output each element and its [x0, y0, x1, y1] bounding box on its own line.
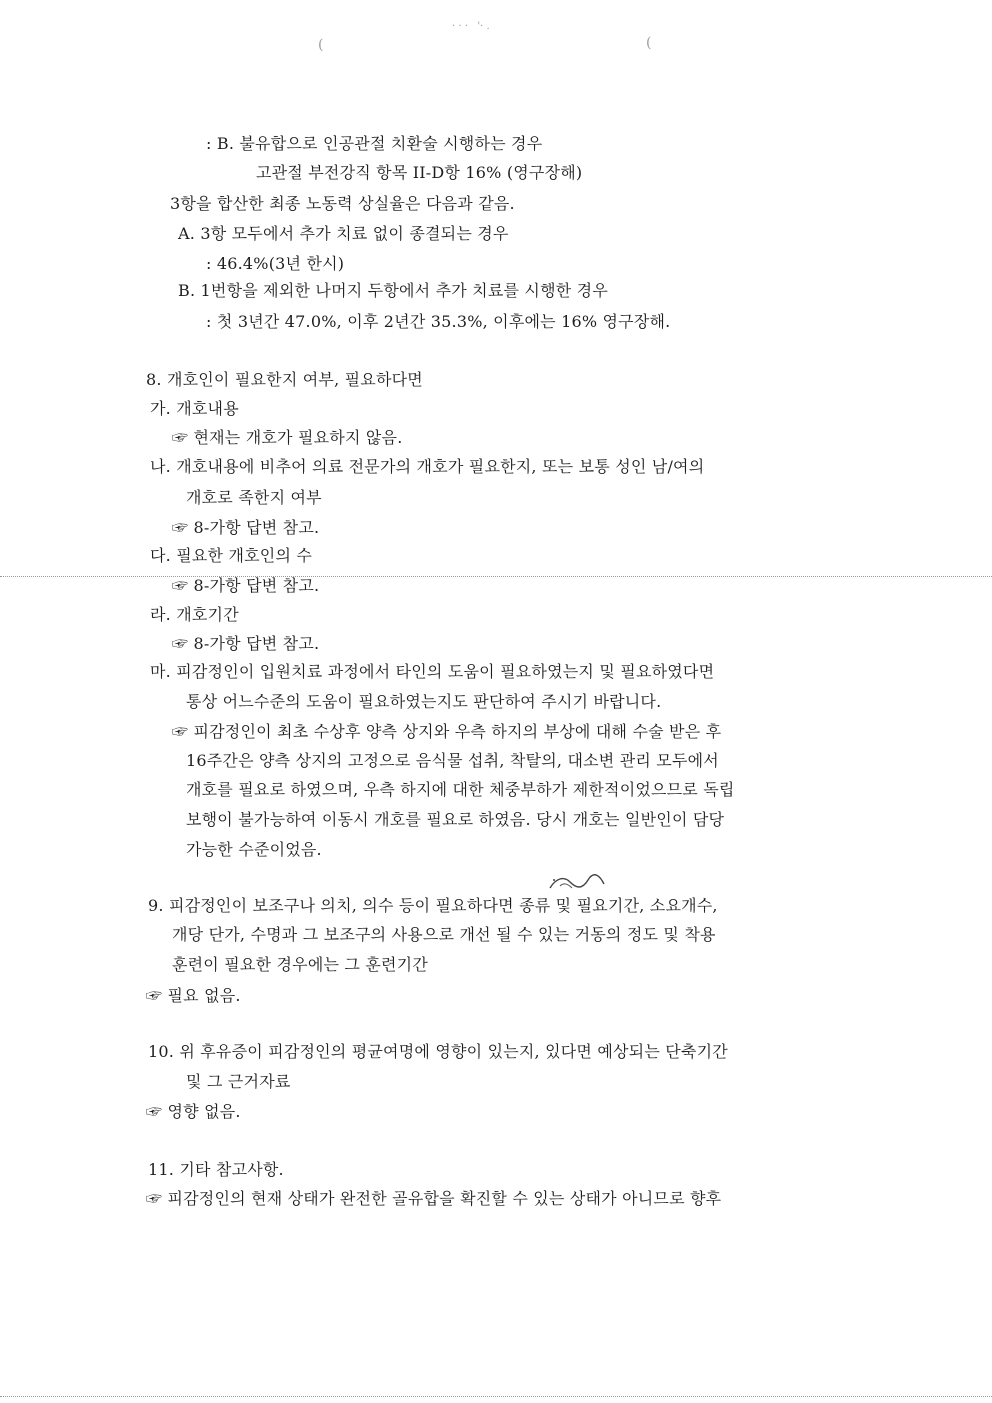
text-line: 마. 피감정인이 입원치료 과정에서 타인의 도움이 필요하였는지 및 필요하였다면: [150, 662, 715, 681]
text-line: 다. 필요한 개호인의 수: [150, 546, 313, 565]
text-line: 가능한 수준이었음.: [186, 840, 322, 859]
scan-artifact: (: [646, 35, 652, 51]
text-line: 보행이 불가능하여 이동시 개호를 필요로 하였음. 당시 개호는 일반인이 담당: [186, 810, 725, 829]
scan-artifact: (: [318, 37, 324, 53]
text-line: ☞ 8-가항 답변 참고.: [172, 634, 320, 653]
fold-line: [0, 576, 992, 577]
bottom-edge-line: [0, 1396, 992, 1397]
text-line: ☞ 8-가항 답변 참고.: [172, 576, 320, 595]
text-line: 및 그 근거자료: [186, 1072, 291, 1091]
text-line: ☞ 필요 없음.: [146, 986, 241, 1005]
text-line: A. 3항 모두에서 추가 치료 없이 종결되는 경우: [178, 224, 509, 243]
text-line: ☞ 피감정인의 현재 상태가 완전한 골유합을 확진할 수 있는 상태가 아니므로 향후: [146, 1189, 722, 1208]
scan-artifact: · · · '· .: [452, 21, 490, 32]
text-line: 훈련이 필요한 경우에는 그 훈련기간: [172, 955, 428, 974]
text-line: 나. 개호내용에 비추어 의료 전문가의 개호가 필요한지, 또는 보통 성인 남/여의: [150, 457, 705, 476]
text-line: : 46.4%(3년 한시): [206, 254, 345, 273]
handwritten-mark: [546, 872, 606, 894]
text-line: 통상 어느수준의 도움이 필요하였는지도 판단하여 주시기 바랍니다.: [186, 692, 662, 711]
text-line: 라. 개호기간: [150, 605, 239, 624]
text-line: ☞ 현재는 개호가 필요하지 않음.: [172, 428, 403, 447]
text-line: 가. 개호내용: [150, 399, 239, 418]
text-line: ☞ 8-가항 답변 참고.: [172, 518, 320, 537]
text-line: 16주간은 양측 상지의 고정으로 음식물 섭취, 착탈의, 대소변 관리 모두에서: [186, 751, 719, 770]
text-line: : B. 불유합으로 인공관절 치환술 시행하는 경우: [206, 134, 543, 153]
text-line: 3항을 합산한 최종 노동력 상실율은 다음과 같음.: [170, 194, 515, 213]
section-heading-10: 10. 위 후유증이 피감정인의 평균여명에 영향이 있는지, 있다면 예상되는 단축기간: [148, 1042, 728, 1061]
text-line: 고관절 부전강직 항목 II-D항 16% (영구장해): [256, 163, 583, 182]
text-line: 개당 단가, 수명과 그 보조구의 사용으로 개선 될 수 있는 거동의 정도 및 착용: [172, 925, 716, 944]
section-heading-11: 11. 기타 참고사항.: [148, 1160, 284, 1179]
text-line: ☞ 피감정인이 최초 수상후 양측 상지와 우측 하지의 부상에 대해 수술 받은 후: [172, 722, 722, 741]
text-line: : 첫 3년간 47.0%, 이후 2년간 35.3%, 이후에는 16% 영구장해.: [206, 312, 671, 331]
section-heading-9: 9. 피감정인이 보조구나 의치, 의수 등이 필요하다면 종류 및 필요기간, 소요개수,: [148, 896, 718, 915]
text-line: 개호를 필요로 하였으며, 우측 하지에 대한 체중부하가 제한적이었으므로 독립: [186, 780, 735, 799]
text-line: 개호로 족한지 여부: [186, 488, 322, 507]
text-line: ☞ 영향 없음.: [146, 1102, 241, 1121]
section-heading-8: 8. 개호인이 필요한지 여부, 필요하다면: [146, 370, 423, 389]
text-line: B. 1번항을 제외한 나머지 두항에서 추가 치료를 시행한 경우: [178, 281, 608, 300]
